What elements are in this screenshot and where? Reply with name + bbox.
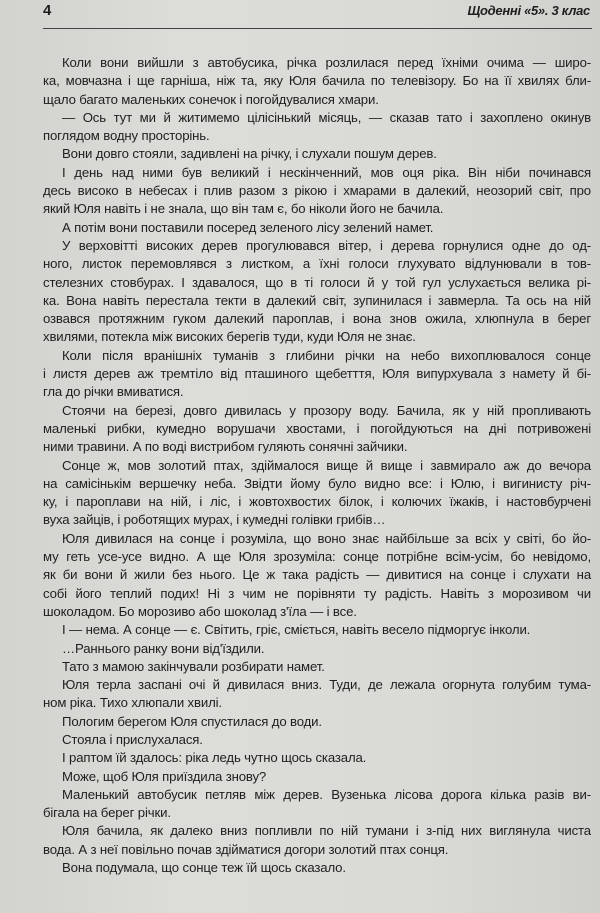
text-line: Вони довго стояли, задивлені на річку, і слухали пошум дерев. bbox=[62, 146, 437, 162]
text-line: Стоячи на березі, довго дивилась у прозору воду. Бачила, як у ній пропливають bbox=[62, 402, 591, 418]
story-text bbox=[43, 54, 591, 877]
text-line: гла до річки вмиватися. bbox=[43, 384, 184, 400]
paragraph bbox=[43, 786, 591, 823]
text-line: вуха зайців, і роботящих мурах, і кумедні голівки грибів… bbox=[43, 512, 386, 528]
text-line: Сонце ж, мов золотий птах, здіймалося вище й вище і завмирало аж до вечора bbox=[62, 457, 591, 473]
text-line: Стояла і прислухалася. bbox=[62, 731, 203, 747]
text-line: Коли вони вийшли з автобусика, річка розлилася перед їхніми очима — широ- bbox=[62, 55, 591, 70]
text-line: на самісінькім вершечку неба. Звідти йому було видно все: і Юлю, і вигинисту річ- bbox=[43, 475, 591, 491]
paragraph bbox=[43, 219, 591, 237]
text-line: як би вони й жили без нього. Це ж така радість — дивитися на сонце і слухати на bbox=[43, 567, 591, 583]
paragraph bbox=[43, 347, 591, 402]
paragraph bbox=[43, 713, 591, 731]
text-line: ку, і пароплави на ній, і ліс, і жовтохвостих білок, і колючих їжаків, і настовбурчені bbox=[43, 494, 591, 510]
paragraph bbox=[43, 109, 591, 146]
page-number: 4 bbox=[43, 2, 52, 19]
paragraph bbox=[43, 640, 591, 658]
paragraph bbox=[43, 749, 591, 767]
paragraph bbox=[43, 237, 591, 347]
paragraph bbox=[43, 768, 591, 786]
paragraph bbox=[43, 530, 591, 621]
text-line: ка, мовчазна і ще гарніша, ніж та, яку Юля бачила по телевізору. Бо на її хвилях бли- bbox=[43, 73, 591, 89]
text-line: Юля дивилася на сонце і розуміла, що воно знає найбільше за всіх у світі, бо йо- bbox=[62, 530, 591, 546]
text-line: ними травини. А по воді вистрибом гуляють сонячні зайчики. bbox=[43, 439, 408, 455]
text-line: озвався протяжним гуком далекий пароплав, і вона знов ожила, хлюпнула в берег bbox=[43, 311, 591, 327]
text-line: шоколадом. Бо морозиво або шоколад з'їла — і все. bbox=[43, 603, 357, 619]
text-line: Юля бачила, як далеко вниз попливли по ній тумани і з-під них виглянула чиста bbox=[62, 823, 591, 839]
paragraph bbox=[43, 621, 591, 639]
paragraph bbox=[43, 54, 591, 109]
text-line: Коли після вранішніх туманів з глибини річки на небо вихоплювалося сонце bbox=[62, 347, 591, 363]
text-line: десь високо в небесах і плив разом з рікою і хмарами в далекий, неозорий світ, про bbox=[43, 183, 591, 199]
text-line: У верховітті високих дерев прогулювався вітер, і дерева горнулися одне до од- bbox=[62, 237, 591, 253]
paragraph bbox=[43, 457, 591, 530]
text-line: хвилями, потекла між високих берегів туди, куди Юля не знає. bbox=[43, 329, 416, 345]
text-line: який Юля навіть і не знала, що він там є, бо ніколи його не бачила. bbox=[43, 201, 444, 217]
text-line: І — нема. А сонце — є. Світить, гріє, сміється, навіть весело підморгує інколи. bbox=[62, 622, 531, 638]
text-line: му геть усе-усе видно. А ще Юля зрозуміла: сонце потрібне всім-усім, бо невідомо, bbox=[43, 549, 591, 565]
header-divider bbox=[43, 28, 592, 29]
text-line: щало багато маленьких сонечок і погойдувалися хмари. bbox=[43, 91, 379, 107]
paragraph bbox=[43, 402, 591, 457]
text-line: ка. Вона навіть перестала текти в далекий світ, зупинилася і завмерла. Та ось на ній bbox=[43, 292, 591, 308]
text-line: собі його теплий подих! Ні з чим не порівняти ту радість. Навіть з морозивом чи bbox=[43, 585, 591, 601]
text-line: А потім вони поставили посеред зеленого лісу зелений намет. bbox=[62, 219, 434, 235]
paragraph bbox=[43, 676, 591, 713]
paragraph bbox=[43, 164, 591, 219]
text-line: бігала на берег річки. bbox=[43, 805, 171, 821]
paragraph bbox=[43, 859, 591, 877]
text-line: Пологим берегом Юля спустилася до води. bbox=[62, 713, 322, 729]
text-line: поглядом водну просторінь. bbox=[43, 128, 210, 144]
text-line: — Ось тут ми й житимемо цілісінький місяць, — сказав тато і захоплено окинув bbox=[62, 109, 591, 125]
paragraph bbox=[43, 145, 591, 163]
text-line: Маленький автобусик петляв між дерев. Вузенька лісова дорога кілька разів ви- bbox=[62, 786, 591, 802]
text-line: Може, щоб Юля приїздила знову? bbox=[62, 768, 267, 784]
text-line: Вона подумала, що сонце теж їй щось сказало. bbox=[62, 860, 346, 876]
text-line: і листя дерев аж тремтіло від пташиного щебетття, Юля випурхувала з намету й бі- bbox=[43, 366, 591, 382]
text-line: І день над ними був великий і нескінченний, мов оця ріка. Він ніби починався bbox=[62, 164, 591, 180]
text-line: Юля терла заспані очі й дивилася вниз. Туди, де лежала огорнута голубим тума- bbox=[62, 677, 591, 693]
text-line: стелезних стовбурах. І здавалося, що в ті голоси й у той гул услухається велика рі- bbox=[43, 274, 591, 290]
text-line: маленькі рибки, кумедно ворушачи хвостами, і погойдуються на дні потривожені bbox=[43, 420, 591, 436]
text-line: …Раннього ранку вони від'їздили. bbox=[62, 640, 265, 656]
text-line: Тато з мамою закінчували розбирати намет. bbox=[62, 658, 325, 674]
text-line: І раптом їй здалось: ріка ледь чутно щось сказала. bbox=[62, 750, 367, 766]
paragraph bbox=[43, 658, 591, 676]
paragraph bbox=[43, 731, 591, 749]
running-header-title: Щоденні «5». 3 клас bbox=[467, 3, 590, 18]
text-line: вода. А з неї повільно почав здійматися догори золотий птах сонця. bbox=[43, 841, 449, 857]
paragraph bbox=[43, 822, 591, 859]
text-line: ного, листок перемовлявся з листком, а їхні голоси глухувато відлунювали в тов- bbox=[43, 256, 591, 272]
text-line: ном ріка. Тихо хлюпали хвилі. bbox=[43, 695, 222, 711]
